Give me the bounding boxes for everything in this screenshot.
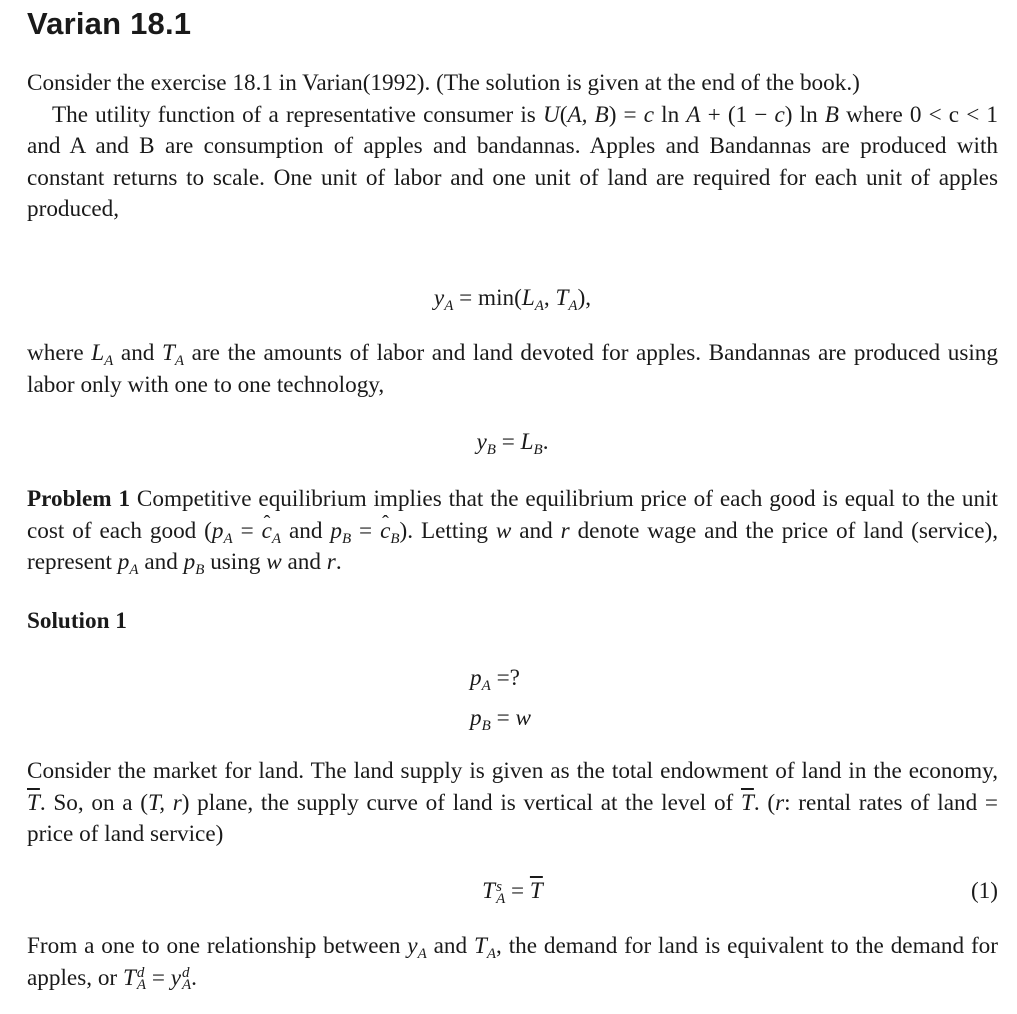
equation-land-supply: T s A = $\overline{T}$ (1) [482, 878, 998, 907]
problem-1: Problem 1 Competitive equilibrium implies that the equilibrium price of each good is equal to the unit cost of each good ($p_A$ = ˆ $c_A$ and $p_B$ = ˆ $c_B$). Letting w and r denote wage and the price of land (service), represent $p_A$ and $p_B$ using w and r. [27, 484, 998, 579]
problem-label: Problem 1 [27, 486, 131, 512]
intro-text-1: Consider the exercise 18.1 in Varian(1992). (The solution is given at the end of the book.) [27, 70, 860, 96]
equation-bandannas-production: $y_B = L_B$. [476, 429, 549, 458]
demand-paragraph: From a one to one relationship between $y_A$ and $T_A$, the demand for land is equivalent to the demand for apples, or T d A = y d A . [27, 933, 998, 994]
equation-apples-production: $y_A = \min(L_A$, $T_A$), [433, 285, 592, 314]
intro-paragraph [27, 68, 998, 226]
where-paragraph: where $L_A$ and $T_A$ are the amounts of labor and land devoted for apples. Bandannas are produced using labor only with one to one technology, [27, 340, 998, 398]
utility-function: U [542, 101, 560, 128]
page-title: Varian 18.1 [27, 6, 192, 41]
land-market-paragraph: Consider the market for land. The land supply is given as the total endowment of land in the economy, $\overline{T}$. So, on a (T, r) plane, the supply curve of land is vertical at the level of $\overline{T}$. (r: rental rates of land = price of land service) [27, 758, 998, 848]
utility-paragraph: The utility function of a representative consumer is U(A, B) = c ln A + (1 − c) ln B where 0 < c < 1 and A and B are consumption of apples and bandannas. Apples and Bandannas are produced with constant returns to scale. One unit of labor and one unit of land are required for each unit of apples produced, [27, 101, 998, 223]
solution-pa: $p_A$ =? [470, 665, 520, 694]
equation-number: (1) [970, 878, 998, 904]
solution-pb: $p_B = w$ [470, 705, 531, 734]
solution-label: Solution 1 [27, 608, 127, 634]
utility-description: where 0 < c < 1 and A and B are consumption of apples and bandannas. Apples and Bandannas are produced with constant returns to scale. One unit of labor and one unit of land are required for each unit of apples produced, [27, 101, 998, 223]
